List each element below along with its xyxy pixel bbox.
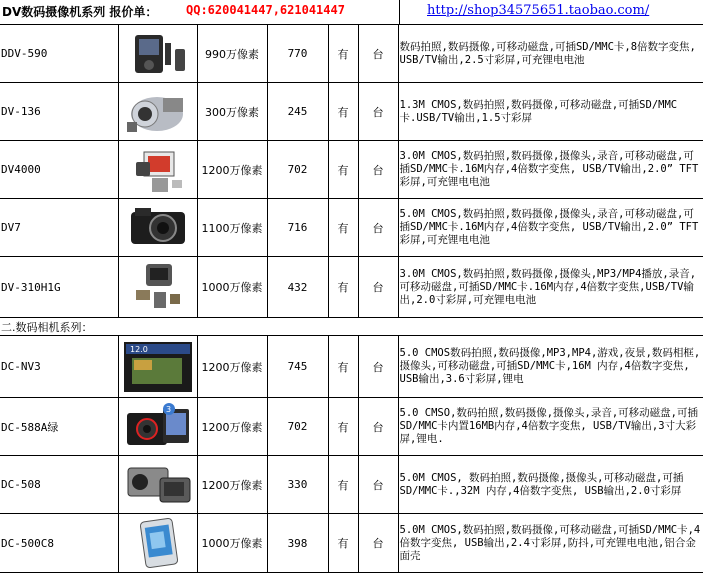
price-cell: 245: [267, 83, 328, 141]
camcorder-icon: [125, 204, 191, 252]
table-row: [0, 456, 703, 514]
stock-cell: 有: [328, 83, 358, 141]
table-row: [0, 25, 703, 83]
pixels-cell: 990万像素: [197, 25, 267, 83]
price-cell: 330: [267, 456, 328, 514]
pixels-cell: 1200万像素: [197, 141, 267, 199]
price-cell: 398: [267, 514, 328, 573]
model-cell: DV7: [0, 199, 118, 257]
stock-cell: 有: [328, 199, 358, 257]
table-row: [0, 514, 703, 573]
product-image: [118, 336, 197, 398]
description-cell: 数码拍照,数码摄像,可移动磁盘,可插SD/MMC卡,8倍数字变焦, USB/TV输出,2.5寸彩屏,可充锂电电池: [398, 25, 703, 83]
description-cell: 3.0M CMOS,数码拍照,数码摄像,摄像头,MP3/MP4播放,录音,可移动磁盘,可插SD/MMC卡.16M内存,4倍数字变焦,USB/TV输出,2.0寸彩屏,可充锂电电池: [398, 257, 703, 318]
table-row: [0, 83, 703, 141]
price-cell: 702: [267, 398, 328, 456]
camera-icon: [122, 460, 194, 510]
camera-icon: [123, 401, 193, 453]
price-cell: 702: [267, 141, 328, 199]
model-cell: DC-508: [0, 456, 118, 514]
pixels-cell: 1200万像素: [197, 336, 267, 398]
description-cell: 5.0M CMOS,数码拍照,数码摄像,摄像头,录音,可移动磁盘,可插SD/MMC卡.16M内存,4倍数字变焦, USB/TV输出,2.0” TFT彩屏,可充锂电电池: [398, 199, 703, 257]
description-cell: 5.0M CMOS,数码拍照,数码摄像,可移动磁盘,可插SD/MMC卡,4倍数字变焦, USB输出,2.4寸彩屏,防抖,可充锂电电池,铝合金面壳: [398, 514, 703, 573]
unit-cell: 台: [358, 456, 398, 514]
table-row: [0, 257, 703, 318]
zoom-badge: 3: [165, 404, 171, 414]
camcorder-icon: [125, 29, 191, 79]
pixels-cell: 1000万像素: [197, 514, 267, 573]
model-cell: DC-588A绿: [0, 398, 118, 456]
stock-cell: 有: [328, 514, 358, 573]
product-image: [118, 514, 197, 573]
pixels-cell: 300万像素: [197, 83, 267, 141]
stock-cell: 有: [328, 336, 358, 398]
description-cell: 3.0M CMOS,数码拍照,数码摄像,摄像头,录音,可移动磁盘,可插SD/MMC卡.16M内存,4倍数字变焦, USB/TV输出,2.0” TFT彩屏,可充锂电电池: [398, 141, 703, 199]
product-image: [118, 141, 197, 199]
camcorder-icon: [123, 86, 193, 138]
model-cell: DC-NV3: [0, 336, 118, 398]
model-cell: DDV-590: [0, 25, 118, 83]
price-table: [0, 24, 703, 573]
price-cell: 770: [267, 25, 328, 83]
camera-icon: [122, 340, 194, 394]
stock-cell: 有: [328, 257, 358, 318]
table-row: [0, 199, 703, 257]
table-row: [0, 141, 703, 199]
section-row: [0, 318, 703, 336]
unit-cell: 台: [358, 141, 398, 199]
stock-cell: 有: [328, 25, 358, 83]
model-cell: DV4000: [0, 141, 118, 199]
price-cell: 716: [267, 199, 328, 257]
unit-cell: 台: [358, 336, 398, 398]
product-image: [118, 199, 197, 257]
description-cell: 5.0 CMOS数码拍照,数码摄像,MP3,MP4,游戏,夜景,数码相框,摄像头,可移动磁盘,可插SD/MMC卡,16M 内存,4倍数字变焦, USB输出,3.6寸彩屏,锂电: [398, 336, 703, 398]
pixels-cell: 1200万像素: [197, 398, 267, 456]
unit-cell: 台: [358, 257, 398, 318]
model-cell: DV-310H1G: [0, 257, 118, 318]
stock-cell: 有: [328, 141, 358, 199]
table-row: [0, 336, 703, 398]
price-cell: 745: [267, 336, 328, 398]
camcorder-icon: [132, 260, 184, 314]
stock-cell: 有: [328, 456, 358, 514]
pixels-cell: 1000万像素: [197, 257, 267, 318]
product-image: [118, 257, 197, 318]
unit-cell: 台: [358, 398, 398, 456]
page-title: DV数码摄像机系列 报价单：: [2, 5, 158, 19]
price-list-header: [0, 0, 703, 25]
section-title: 二.数码相机系列：: [0, 318, 703, 336]
pixels-cell: 1100万像素: [197, 199, 267, 257]
unit-cell: 台: [358, 83, 398, 141]
table-row: [0, 398, 703, 456]
unit-cell: 台: [358, 199, 398, 257]
model-cell: DV-136: [0, 83, 118, 141]
price-cell: 432: [267, 257, 328, 318]
shop-link[interactable]: http://shop34575651.taobao.com/: [427, 3, 650, 18]
stock-cell: 有: [328, 398, 358, 456]
header-divider: [399, 0, 400, 24]
qq-contact: QQ:620041447,621041447: [186, 3, 345, 17]
product-image: [118, 456, 197, 514]
camcorder-icon: [128, 144, 188, 196]
pixels-cell: 1200万像素: [197, 456, 267, 514]
product-image: [118, 25, 197, 83]
description-cell: 1.3M CMOS,数码拍照,数码摄像,可移动磁盘,可插SD/MMC卡.USB/TV输出,1.5寸彩屏: [398, 83, 703, 141]
model-cell: DC-500C8: [0, 514, 118, 573]
unit-cell: 台: [358, 25, 398, 83]
camera-icon: [133, 516, 183, 570]
megapixel-badge: 12.0: [129, 344, 148, 354]
product-image: [118, 83, 197, 141]
product-image: [118, 398, 197, 456]
description-cell: 5.0M CMOS, 数码拍照,数码摄像,摄像头,可移动磁盘,可插SD/MMC卡.,32M 内存,4倍数字变焦, USB输出,2.0寸彩屏: [398, 456, 703, 514]
unit-cell: 台: [358, 514, 398, 573]
description-cell: 5.0 CMSO,数码拍照,数码摄像,摄像头,录音,可移动磁盘,可插SD/MMC卡内置16MB内存,4倍数字变焦, USB/TV输出,3寸大彩屏,锂电.: [398, 398, 703, 456]
